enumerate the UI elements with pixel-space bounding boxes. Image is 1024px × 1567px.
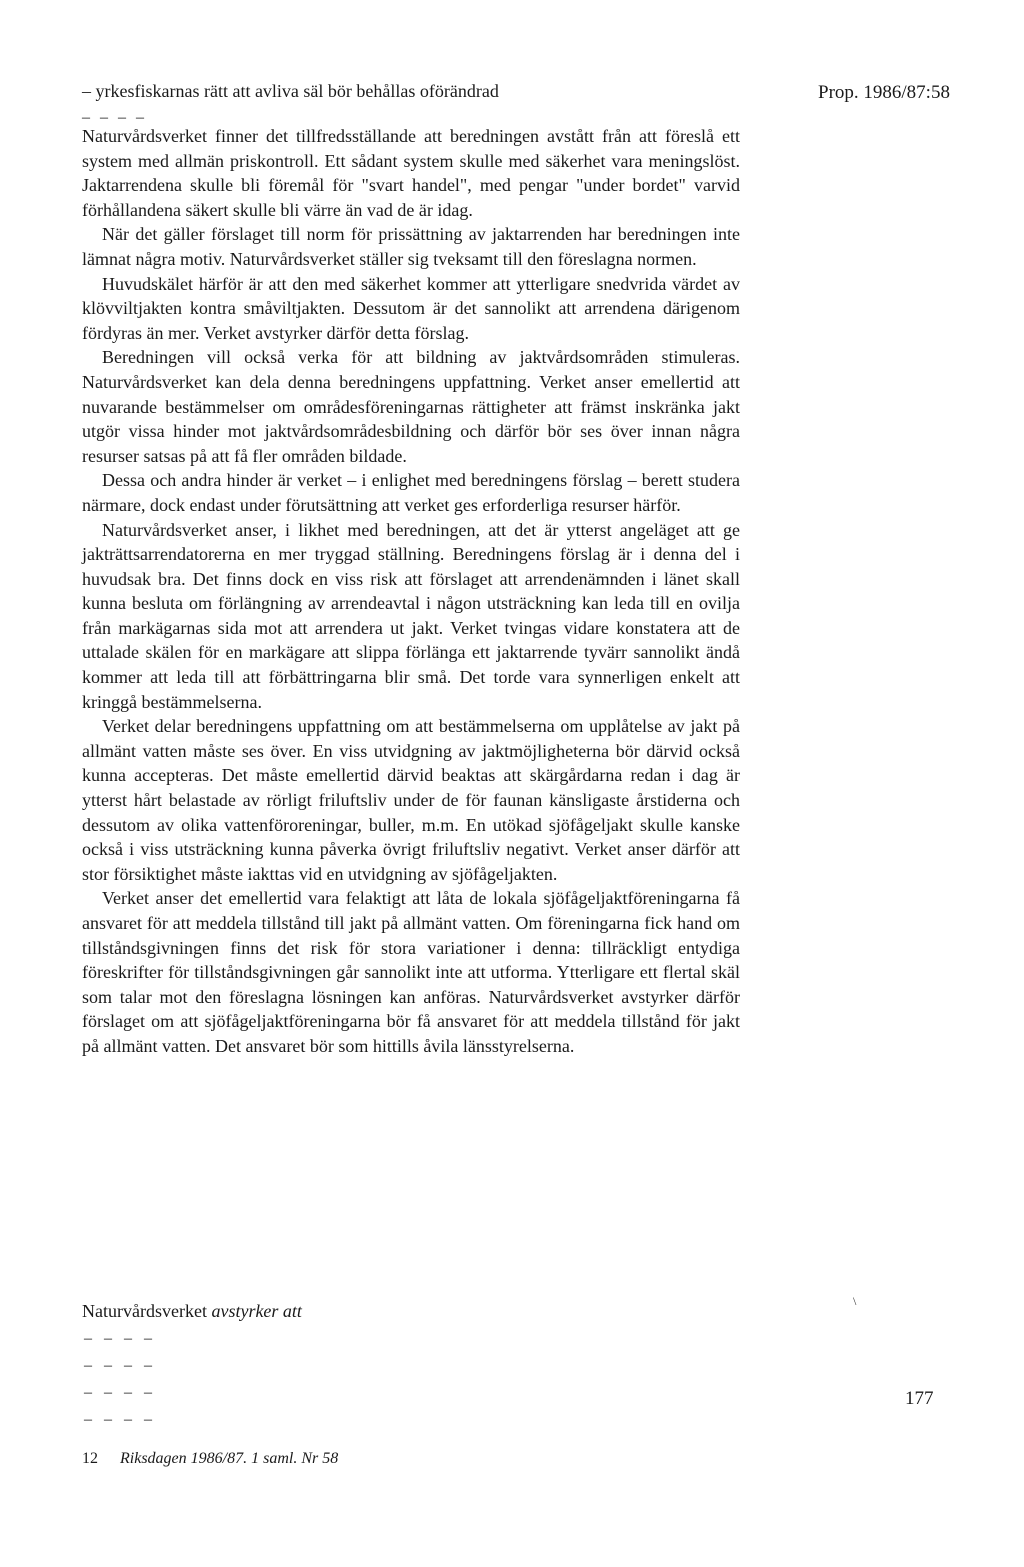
paragraph: Verket anser det emellertid vara felaktigt att låta de lokala sjöfågeljaktföreningarna få ansvaret för att meddela tillstånd till jakt på allmänt vatten. Om föreningarna fick hand om tillståndsgivningen finns det risk för stora variationer i denna: tillräckligt entydiga föreskrifter för tillståndsgivningen går sannolikt inte att utforma. Ytterligare ett flertal skäl som talar mot den föreslagna lösningen kan anföras. Naturvårdsverket avstyrker därför förslaget om att sjöfågeljaktföreningarna bör få ansvaret för att meddela tillstånd för jakt på allmänt vatten. Det ansvaret bör som hittills åvila länsstyrelserna. [82, 888, 740, 1056]
page-number: 177 [905, 1388, 934, 1409]
closing-dash-list [84, 1325, 156, 1433]
paragraph: Naturvårdsverket finner det tillfredsställande att beredningen avstått från att föreslå ett system med allmän priskontroll. Ett sådant system skulle med säkerhet vara meningslöst. Jaktarrendena skulle bli föremål för "svart handel", med pengar "under bordet" varvid förhållandena säkert skulle bli värre än vad de är idag. [82, 126, 740, 220]
list-item-first-line: – yrkesfiskarnas rätt att avliva säl bör behållas oförändrad [82, 81, 499, 101]
dash-line: – – – – [84, 1411, 156, 1428]
dash-line: – – – – [84, 1330, 156, 1347]
footer [82, 1448, 338, 1470]
proposition-reference: Prop. 1986/87:58 [818, 82, 950, 103]
paragraph: Dessa och andra hinder är verket – i enlighet med beredningens förslag – berett studera närmare, dock endast under förutsättning att verket ges erforderliga resurser härför. [82, 470, 740, 515]
paragraph: Beredningen vill också verka för att bildning av jaktvårdsområden stimuleras. Naturvårdsverket kan dela denna beredningens uppfattning. Verket anser emellertid att nuvarande bestämmelser om områdesföreningarnas rättigheter att främst inskränka jakt utgör vissa hinder mot jaktvårdsområdesbildning och därför bör ses över innan några resurser satsas på att få fler områden bildade. [82, 347, 740, 466]
closing-lead-text: Naturvårdsverket [82, 1301, 207, 1321]
dash-line: – – – – [84, 1384, 156, 1401]
paragraph: Verket delar beredningens uppfattning om att bestämmelserna om upplåtelse av jakt på allmänt vatten måste ses över. En viss utvidgning av jaktmöjligheterna bör därvid också kunna accepteras. Det måste emellertid därvid beaktas att skärgårdarna redan i dag är ytterst hårt belastade av rörligt friluftsliv under de för faunan känsligaste årstiderna och dessutom av olika vattenföroreningar, buller, m.m. En utökad sjöfågeljakt skulle kanske också i viss utsträckning kunna påverka övrigt friluftsliv negativt. Verket anser därför att stor försiktighet måste iakttas vid en utvidgning av sjöfågeljakten. [82, 716, 740, 884]
body-text [82, 124, 740, 1059]
paragraph: När det gäller förslaget till norm för prissättning av jaktarrenden har beredningen inte lämnat några motiv. Naturvårdsverket ställer sig tveksamt till den föreslagna normen. [82, 224, 740, 269]
paragraph: Huvudskälet härför är att den med säkerhet kommer att ytterligare snedvrida värdet av klövviltjakten kontra småviltjakten. Dessutom är det sannolikt att arrendena därigenom fördyras än mer. Verket avstyrker därför detta förslag. [82, 273, 740, 343]
margin-mark: \ [853, 1294, 857, 1308]
paragraph: Naturvårdsverket anser, i likhet med beredningen, att det är ytterst angeläget att ge jakträttsarrendatorerna en mer tryggad ställning. Beredningens förslag är i denna del i huvudsak bra. Det finns dock en viss risk att förslaget att arrendenämnden i länet skall kunna besluta om förlängning av arrendeavtal i någon utsträckning kan leda till en ovilja från markägarnas sida mot att arrendera ut jakt. Verket tvingas vidare konstatera att de uttalade skälen för en markägare att slippa förlänga ett jaktarrende tyvärr sannolikt ändå kommer att leda till att förbättringarna blir små. Det torde vara synnerligen enkelt att kringgå bestämmelserna. [82, 519, 740, 712]
closing-lead [82, 1299, 302, 1323]
footer-number: 12 [82, 1450, 98, 1467]
footer-source: Riksdagen 1986/87. 1 saml. Nr 58 [120, 1450, 339, 1467]
separator-dashes: – – – – [82, 109, 147, 126]
dash-line: – – – – [84, 1357, 156, 1374]
closing-lead-italic: avstyrker att [211, 1301, 302, 1321]
